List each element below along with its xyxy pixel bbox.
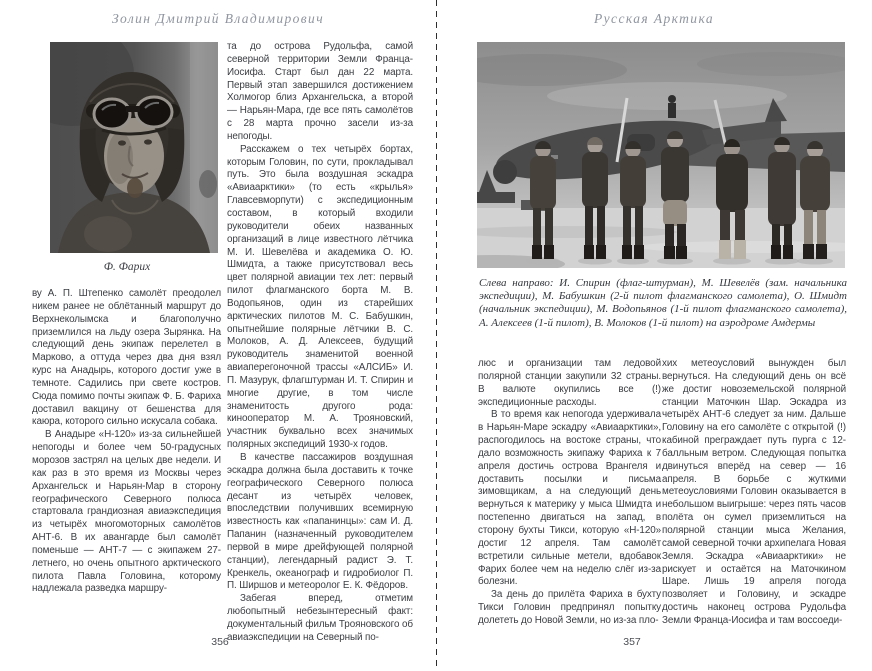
nose-cone [493,160,517,184]
paragraph: В качестве пассажиров воздушная эскадра должна была доставить к точке географического Северного полюса десант из четырёх человек, впоследствии получивших всемирную известность как «папанинцы»: сам И. Д. Папанин (назначенный руководителем первой в мире дрейфующей полярной станции), легендарный радист Э. Т. Кренкель, океанограф и гидробиолог П. П. Ширшов и метеоролог Е. К. Фёдоров. [227,452,413,592]
paragraph: В то время как непогода удерживала в Нарьян-Маре эскадру «Авиаарктики», распогодилось на востоке страны, что дало возможность экипажу Фариха к 7 апреля достичь острова Врангеля и доставить посылки и письма зимовщикам, а на следующий день вернуться к материку у мыса Шмидта и постепенно двигаться на запад, в сторону бухты Тикси, которую «Н-120» достиг 12 апреля. Там самолёт встретили сильные метели, вдобавок Фарих более чем на неделю слёг из-за болезни. [478,409,661,588]
man-on-wing [668,95,676,118]
paragraph: хих метеоусловий вынужден был вернуться. На следующий день он всё же достиг новоземельской полярной станции Маточкин Шар. Эскадра из четырёх АНТ-6 следует за ним. Дальше Головину на его самолёте с открытой (!) кабиной преграждает путь пурга с 12-балльным ветром. Следующая попытка двинуться вперёд на север — 16 апреля. В борьбе с жуткими метеоусловиями Головин оказывается в небольшом выигрыше: через пять часов полёта он сумел приземлиться на полярной станции мыса Желания, самой северной точки архипелага Новая Земля. Эскадра «Авиаарктики» не рискует и остаётся на Маточкином Шаре. Лишь 19 апреля погода позволяет и Головину, и эскадре достичь наконец острова Рудольфа Земли Франца-Иосифа и там воссоеди- [662,358,846,626]
paragraph: люс и организации там ледовой полярной станции закупили 32 страны. В валюте окупились все (!) экспедиционные расходы. [478,358,661,408]
running-head-author: Золин Дмитрий Владимирович [111,11,325,26]
right-page-column-1 [478,358,661,628]
goggles-right-lens [136,97,172,127]
paragraph: ву А. П. Штепенко самолёт преодолел никем ранее не облётанный маршрут до Верхнеколымска и благополучно приземлился на льду озера Зырянка. На следующий день экипаж перелетел в Марково, а оттуда через два дня взял курс на Анадырь, которого достиг уже в темноте. Садились при свете костров. Сюда помимо почты экипаж Ф. Б. Фариха доставил вакцину от бешенства для каюра, которого сильно искусала собака. [32,288,221,428]
running-head-title: Русская Арктика [594,11,714,26]
left-page-column-1 [32,288,221,596]
paragraph: та до острова Рудольфа, самой северной территории Земли Франца-Иосифа. Старт был дан 22 марта. Первый этап завершился достижением Холмогор близ Архангельска, а второй — Нарьян-Мара, где все пять самолётов с 28 марта прочно засели из-за непогоды. [227,41,413,142]
paragraph: Расскажем о тех четырёх бортах, которым Головин, по сути, прокладывал путь. Это была воздушная эскадра «Авиаарктики» (то есть «крылья» Главсевморпути) с экспедиционным составом, в который входили руководители обеих названных организаций в лице известного лётчика М. И. Шевелёва и академика О. Ю. Шмидта, а также присутствовал весь цвет полярной авиации тех лет: первый пилот флагманского борта М. В. Водопьянов, один из старейших арктических пилотов М. С. Бабушкин, опытнейшие полярные лётчики В. С. Молоков, А. Д. Алексеев, будущий руководитель знаменитой военной авиаперегоночной трассы «АЛСИБ» И. П. Мазурук, флагштурман И. Т. Спирин и многие другие, в том числе знаменитость другого рода: кинооператор М. А. Трояновский, участник буквально всех значимых полярных экспедиций 1930-х годов. [227,143,413,451]
portrait-photo-farikh [50,42,218,253]
portrait-photo-illustration [50,42,218,253]
page-number-right: 357 [623,636,641,648]
page-number-left: 356 [211,636,229,648]
group-photo-airfield [477,42,845,268]
group-photo-illustration [477,42,845,268]
goatee [127,178,143,198]
left-page-column-2 [227,41,413,645]
right-page-column-2 [662,358,846,628]
portrait-caption: Ф. Фарих [103,261,151,273]
paragraph: Забегая вперед, отметим любопытный небезынтересный факт: документальный фильм Трояновского об авиаэкспедиции на Северный по- [227,593,413,643]
page-right [436,0,872,671]
paragraph: За день до прилёта Фариха в бухту Тикси Головин предпринял попытку долететь до Новой Земли, но из-за пло- [478,589,661,626]
paragraph: В Анадыре «Н-120» из-за сильнейшей непогоды и более чем 50-градусных морозов застрял на целых две недели. И как раз в это время из Москвы через Архангельск и Нарьян-Мар в сторону географического Северного полюса стартовала грандиозная авиаэкспедиция из четырёх многомоторных самолётов АНТ-6. В их авангарде был самолёт поменьше — АНТ-7 — с экипажем 27-летнего, но очень опытного арктического пилота Павла Головина, которому надлежала разведка маршру- [32,429,221,595]
group-photo-caption: Слева направо: И. Спирин (флаг-штурман), М. Шевелёв (зам. начальника экспедиции), М. Бабушкин (2-й пилот флагманского самолета), О. Шмидт (начальник экспедиции), М. Водопьянов (1-й пилот флагманского самолета), А. Алексеев (1-й пилот), В. Молоков (1-й пилот) на аэродроме Амдермы [479,277,847,329]
goggles-left-lens [94,99,130,129]
